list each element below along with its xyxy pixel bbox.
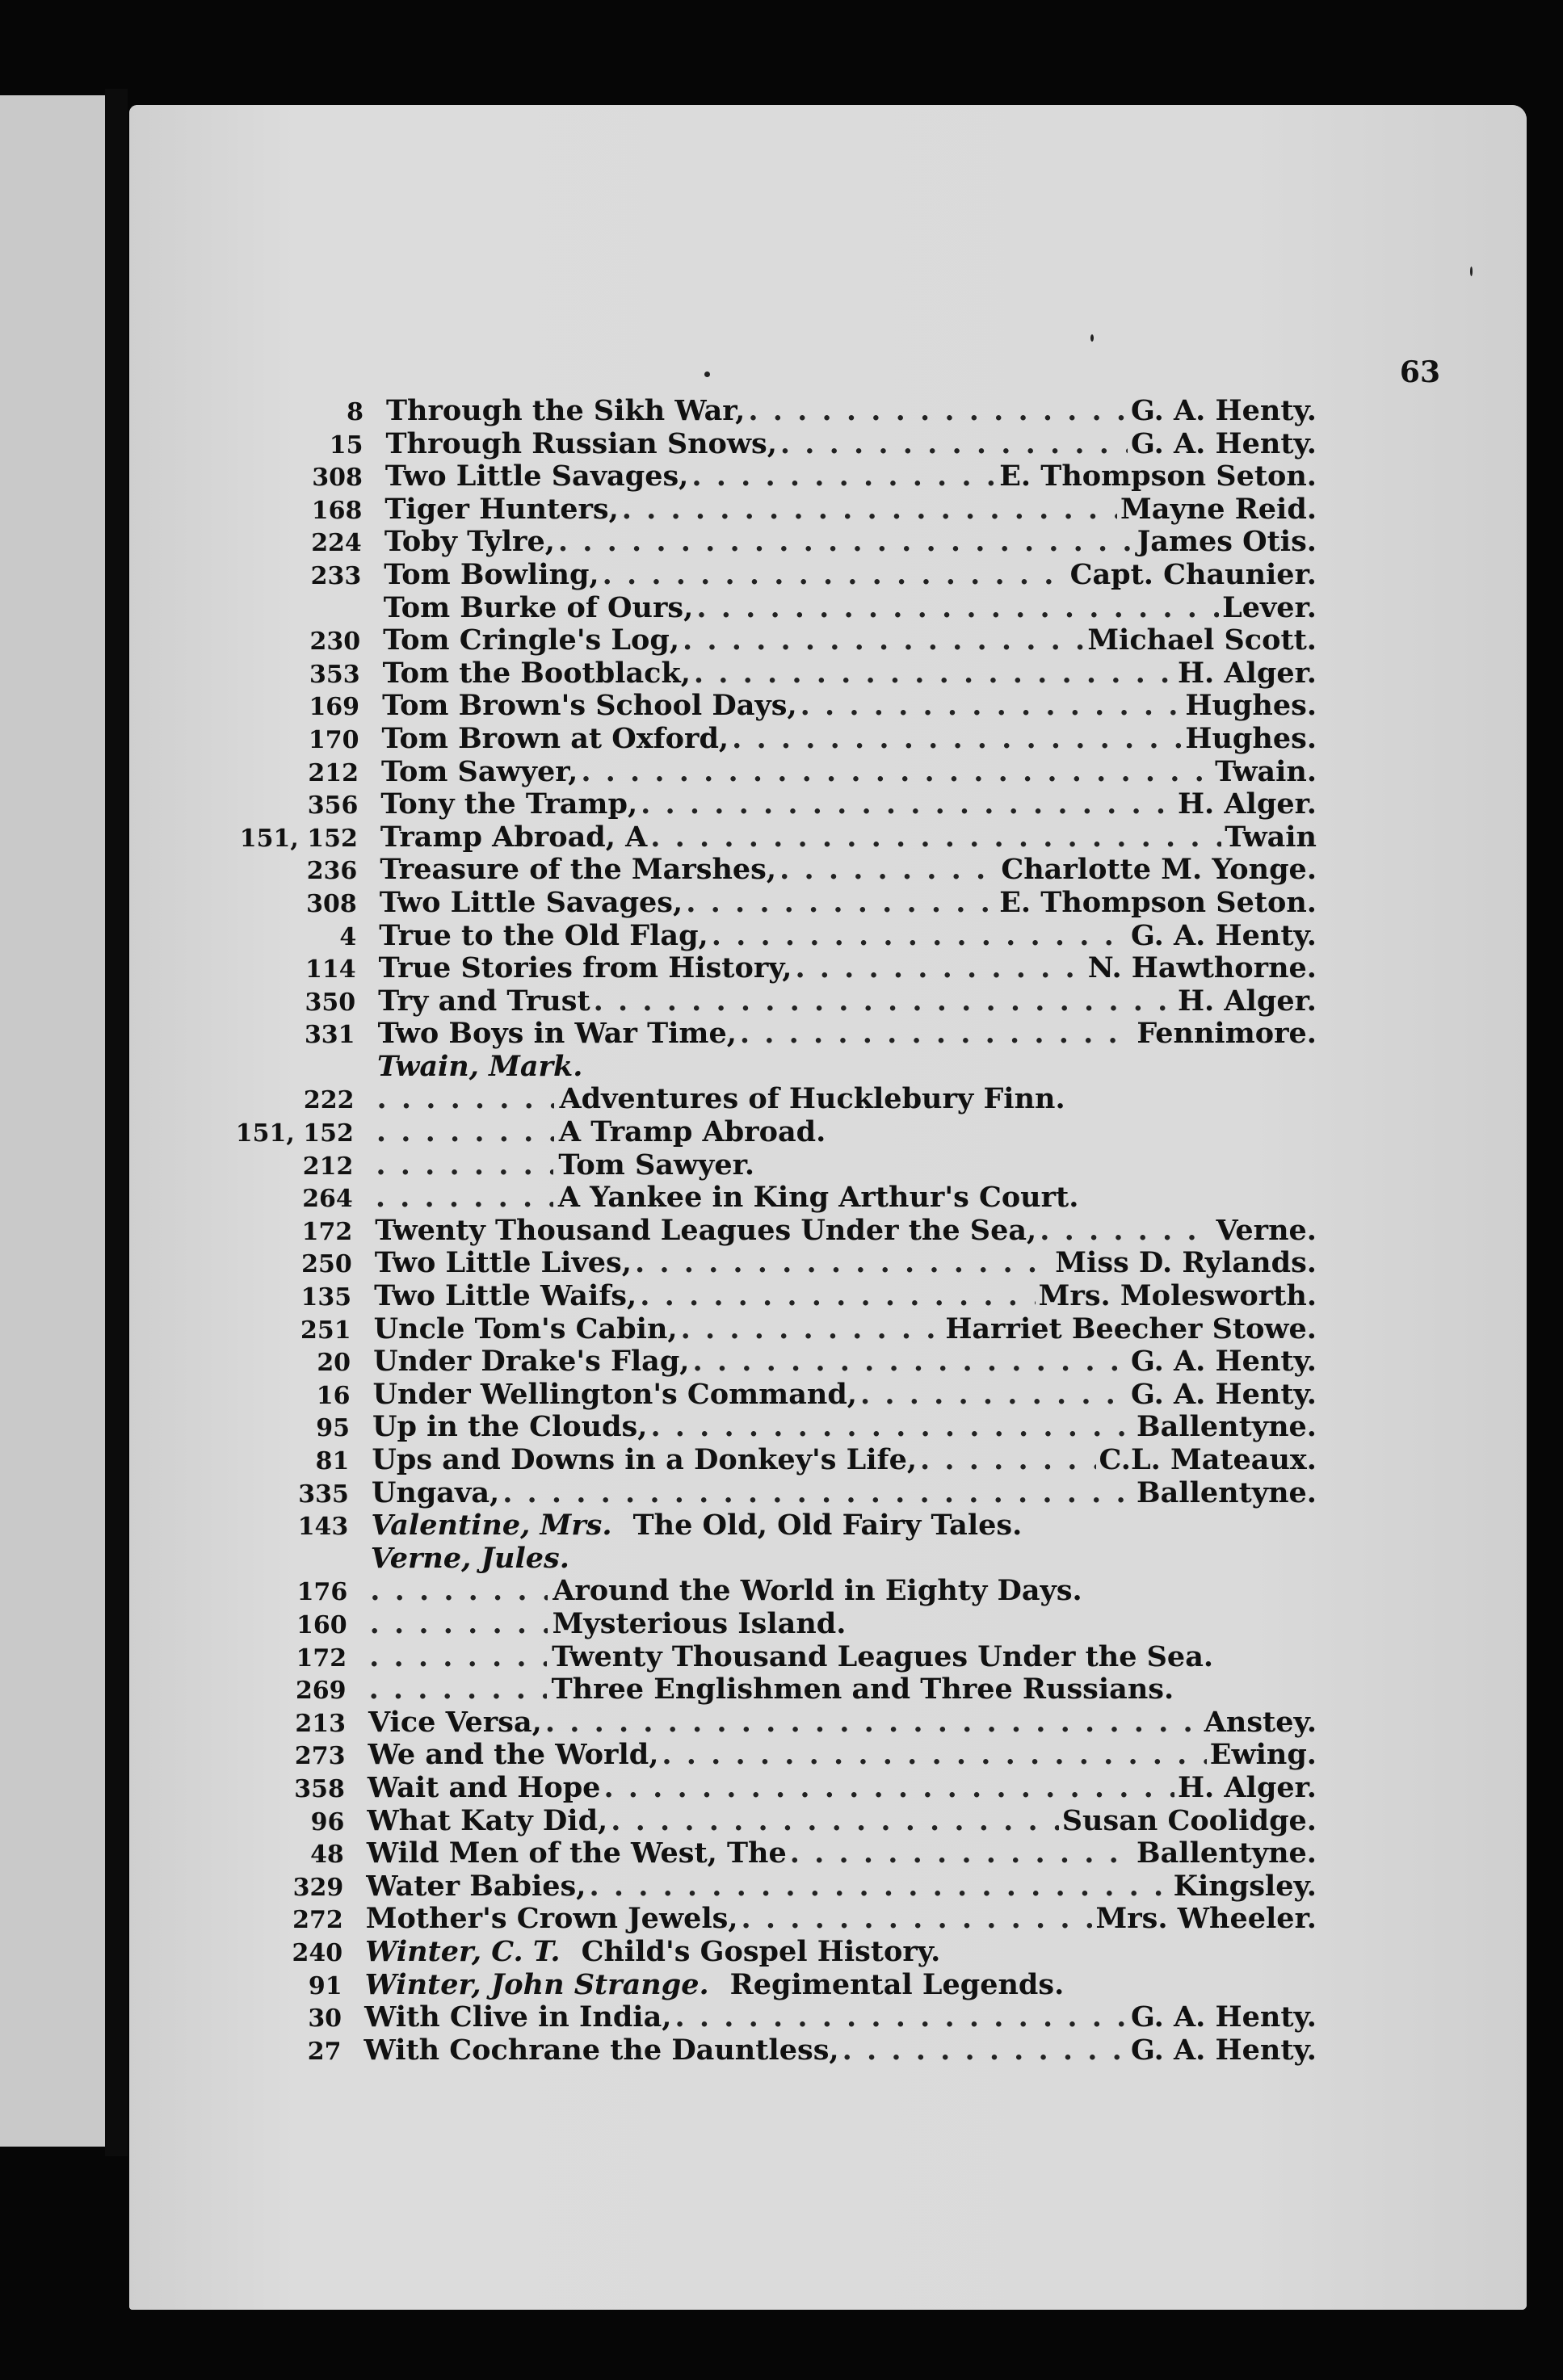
ink-speck [1090, 334, 1094, 342]
entry-author: Kingsley. [1173, 1869, 1317, 1903]
entry-title: Two Boys in War Time, [377, 1017, 737, 1051]
author-name: Winter, John Strange. [364, 1967, 709, 2001]
entry-title: Up in the Clouds, [372, 1410, 648, 1444]
leader-dots [635, 1246, 1052, 1279]
entry-title: Try and Trust [378, 984, 590, 1018]
entry-title: Tom the Bootblack, [382, 656, 691, 690]
entry-number: 172 [301, 1217, 353, 1246]
leader-dots [611, 1804, 1058, 1837]
entry-number: 272 [292, 1906, 343, 1935]
entry-author: G. A. Henty. [1131, 426, 1317, 460]
entry-author: G. A. Henty. [1131, 1377, 1317, 1411]
entry-title: Tramp Abroad, A [380, 820, 648, 854]
leader-dots [800, 689, 1183, 722]
entry-author: Mayne Reid. [1120, 492, 1317, 526]
leader-dots [740, 1017, 1133, 1050]
entry-author: Ewing. [1209, 1738, 1317, 1772]
list-row [163, 1443, 1317, 1476]
list-row [174, 689, 1317, 722]
author-heading: Verne, Jules. [370, 1541, 569, 1575]
entry-title: Tiger Hunters, [384, 492, 619, 526]
entry-title: Toby Tylre, [384, 525, 555, 559]
list-row [177, 460, 1317, 493]
leader-dots [712, 919, 1128, 952]
entry-title: Tom Brown's School Days, [382, 689, 797, 723]
entry-author: Fennimore. [1137, 1017, 1317, 1051]
list-row [172, 821, 1317, 854]
entry-number: 335 [298, 1480, 349, 1509]
leader-dots [779, 853, 998, 886]
leader-dots [920, 1443, 1096, 1476]
entry-author: Charlotte M. Yonge. [1001, 853, 1317, 887]
entry-author: Twain. [1215, 754, 1317, 788]
list-row [166, 1312, 1317, 1345]
entry-author: C.L. Mateaux. [1099, 1443, 1317, 1476]
entry-number: 15 [329, 430, 363, 460]
list-row [164, 1410, 1317, 1443]
entry-title: Under Wellington's Command, [372, 1377, 857, 1411]
leader-dots [732, 722, 1182, 755]
entry-author: Miss D. Rylands. [1055, 1246, 1317, 1280]
entry-title: Two Little Lives, [374, 1246, 632, 1280]
entry-number: 353 [309, 660, 360, 689]
entry-author: Twain [1225, 820, 1317, 854]
leader-dots [376, 1148, 553, 1182]
leader-dots [694, 657, 1174, 690]
entry-title: Mother's Crown Jewels, [365, 1902, 738, 1936]
entry-title: Water Babies, [366, 1869, 586, 1903]
leader-dots [1040, 1214, 1212, 1247]
list-row [159, 1738, 1317, 1771]
entry-number: 331 [304, 1021, 355, 1050]
entry-author: Harriet Beecher Stowe. [945, 1312, 1317, 1345]
entry-number: 81 [315, 1447, 350, 1475]
leader-dots [692, 1345, 1128, 1378]
entry-title: True Stories from History, [378, 951, 792, 985]
list-row [167, 1148, 1317, 1182]
leader-dots [369, 1673, 547, 1706]
entry-title: Wait and Hope [367, 1770, 601, 1804]
leader-dots [502, 1476, 1133, 1509]
book-list [178, 394, 1317, 2066]
entry-author: Mrs. Wheeler. [1095, 1902, 1317, 1936]
entry-author: G. A. Henty. [1131, 918, 1317, 952]
leader-dots [691, 460, 996, 493]
entry-number: 143 [297, 1513, 349, 1542]
list-row [165, 1345, 1317, 1378]
entry-title: Tom Sawyer. [558, 1148, 755, 1182]
list-row [166, 1246, 1317, 1279]
entry-number: 160 [296, 1610, 347, 1639]
list-row [174, 657, 1317, 690]
entry-number: 16 [316, 1381, 351, 1410]
leader-dots [622, 493, 1117, 526]
entry-number: 212 [308, 758, 359, 787]
list-row [157, 1968, 1317, 2001]
entry-author: N. Hawthorne. [1087, 951, 1317, 985]
entry-title: Three Englishmen and Three Russians. [551, 1673, 1174, 1706]
entry-number: 250 [301, 1250, 352, 1279]
entry-author: G. A. Henty. [1131, 2000, 1317, 2034]
list-row [159, 1771, 1317, 1804]
leader-dots [370, 1574, 548, 1607]
entry-number: 308 [312, 464, 363, 493]
entry-title: Twenty Thousand Leagues Under the Sea, [375, 1213, 1037, 1247]
entry-number: 212 [302, 1152, 354, 1181]
leader-dots [686, 886, 996, 919]
entry-title: Two Little Waifs, [374, 1279, 637, 1313]
entry-number: 308 [306, 889, 357, 918]
list-row [162, 1574, 1317, 1607]
leader-dots [603, 558, 1067, 591]
list-row [176, 493, 1317, 526]
entry-title: Tony the Tramp, [380, 787, 638, 821]
leader-dots [696, 591, 1219, 624]
entry-number: 236 [306, 857, 358, 886]
entry-title: Tom Burke of Ours, [383, 590, 694, 624]
entry-title: Two Little Savages, [384, 460, 689, 493]
entry-author: Michael Scott. [1087, 623, 1317, 657]
entry-title: With Clive in India, [364, 2000, 672, 2034]
entry-number: 230 [309, 628, 361, 657]
entry-number: 168 [311, 496, 363, 525]
leader-dots [742, 1902, 1093, 1935]
list-row [174, 623, 1317, 657]
entry-number: 95 [316, 1414, 350, 1443]
leader-dots [558, 525, 1134, 558]
leader-dots [581, 755, 1212, 788]
entry-number: 350 [305, 988, 356, 1017]
list-row [158, 1902, 1317, 1935]
list-row [157, 1935, 1317, 1968]
entry-title: Through the Sikh War, [386, 394, 746, 427]
leader-dots [594, 984, 1174, 1018]
author-name: Winter, C. T. [365, 1934, 561, 1968]
list-row [170, 1017, 1317, 1050]
entry-number: 264 [302, 1185, 353, 1214]
leader-dots [376, 1181, 553, 1214]
entry-title: Tom Brown at Oxford, [381, 721, 729, 755]
leader-dots [681, 1312, 943, 1345]
list-row [156, 2000, 1317, 2034]
leader-dots [790, 1836, 1133, 1870]
list-row [170, 919, 1317, 952]
entry-number: 170 [308, 725, 359, 754]
list-row [165, 1378, 1317, 1411]
entry-author: G. A. Henty. [1131, 1345, 1317, 1379]
leader-dots [860, 1378, 1128, 1411]
entry-number: 172 [296, 1643, 347, 1673]
list-row [170, 984, 1317, 1018]
entry-number: 213 [295, 1709, 346, 1738]
list-row [175, 558, 1317, 591]
entry-number: 233 [310, 561, 362, 590]
entry-title: Twenty Thousand Leagues Under the Sea. [552, 1639, 1214, 1673]
list-row [161, 1673, 1317, 1706]
leader-dots [674, 2000, 1128, 2034]
entry-title: Regimental Legends. [729, 1967, 1065, 2001]
entry-number: 30 [308, 2004, 342, 2034]
leader-dots [545, 1706, 1201, 1739]
list-row [178, 394, 1317, 427]
entry-author: Susan Coolidge. [1061, 1803, 1317, 1837]
leader-dots [640, 1279, 1035, 1312]
entry-number: 48 [310, 1841, 344, 1870]
entry-title: Mysterious Island. [552, 1606, 847, 1640]
entry-author: Hughes. [1185, 721, 1317, 755]
page-number: 63 [1399, 355, 1440, 389]
list-row [158, 1870, 1317, 1903]
leader-dots [650, 821, 1221, 854]
leader-dots [662, 1738, 1206, 1771]
entry-title: Ups and Downs in a Donkey's Life, [372, 1443, 918, 1476]
list-row [161, 1640, 1317, 1673]
list-row [162, 1607, 1317, 1640]
list-row [175, 591, 1317, 624]
list-row [174, 722, 1317, 755]
author-name: Valentine, Mrs. [371, 1509, 612, 1543]
entry-title: We and the World, [368, 1738, 659, 1772]
entry-number: 224 [311, 529, 362, 558]
entry-author: Ballentyne. [1137, 1836, 1317, 1870]
entry-title: What Katy Did, [367, 1803, 608, 1837]
leader-dots [795, 951, 1084, 984]
entry-number: 96 [310, 1807, 345, 1836]
entry-number: 135 [300, 1283, 352, 1312]
list-row [162, 1542, 1317, 1575]
entry-author: Mrs. Molesworth. [1038, 1279, 1317, 1313]
leader-dots [650, 1410, 1133, 1443]
entry-title: Under Drake's Flag, [373, 1345, 690, 1379]
list-row [156, 2034, 1317, 2067]
entry-number: 222 [303, 1086, 355, 1115]
list-row [168, 1115, 1317, 1148]
left-page-edge [0, 95, 105, 2147]
entry-author: G. A. Henty. [1131, 2033, 1317, 2067]
entry-title: Adventures of Hucklebury Finn. [559, 1082, 1065, 1116]
entry-title: Around the World in Eighty Days. [553, 1574, 1082, 1608]
entry-author: Ballentyne. [1137, 1475, 1317, 1509]
entry-author: H. Alger. [1177, 656, 1317, 690]
entry-author: Anstey. [1204, 1705, 1317, 1739]
leader-dots [683, 623, 1084, 657]
entry-title: Wild Men of the West, The [366, 1836, 787, 1870]
entry-author: H. Alger. [1177, 984, 1317, 1018]
list-row [172, 787, 1317, 821]
entry-title: Tom Cringle's Log, [383, 623, 680, 657]
entry-author: Hughes. [1185, 689, 1317, 723]
entry-number: 176 [296, 1578, 348, 1607]
leader-dots [376, 1115, 554, 1148]
list-row [173, 755, 1317, 788]
entry-number: 251 [300, 1316, 351, 1345]
entry-author: Lever. [1222, 590, 1317, 624]
list-row [158, 1836, 1317, 1870]
entry-author: G. A. Henty. [1131, 394, 1317, 427]
entry-title: Uncle Tom's Cabin, [373, 1312, 678, 1345]
entry-author: Ballentyne. [1137, 1410, 1317, 1444]
list-row [171, 853, 1317, 886]
list-row [166, 1279, 1317, 1312]
entry-number: 329 [292, 1873, 344, 1902]
list-row [166, 1214, 1317, 1247]
list-row [176, 525, 1317, 558]
entry-title: Through Russian Snows, [385, 426, 777, 460]
leader-dots [376, 1082, 554, 1115]
leader-dots [603, 1771, 1174, 1804]
entry-title: Treasure of the Marshes, [380, 853, 777, 887]
entry-author: E. Thompson Seton. [999, 885, 1317, 919]
ink-speck [1470, 267, 1473, 276]
leader-dots [780, 427, 1128, 460]
leader-dots [641, 787, 1174, 821]
entry-title: Tom Bowling, [384, 557, 599, 591]
leader-dots [370, 1607, 548, 1640]
entry-number: 4 [339, 922, 357, 951]
entry-title: True to the Old Flag, [379, 918, 708, 952]
list-row [160, 1706, 1317, 1739]
list-row [171, 886, 1317, 919]
entry-number: 8 [347, 398, 363, 426]
page-gutter [105, 89, 128, 2156]
list-row [158, 1804, 1317, 1837]
list-row [168, 1082, 1317, 1115]
entry-author: H. Alger. [1177, 1770, 1317, 1804]
entry-number: 273 [294, 1742, 346, 1771]
entry-author: Verne. [1216, 1213, 1317, 1247]
entry-number: 151, 152 [235, 1119, 354, 1148]
entry-title: Vice Versa, [368, 1705, 542, 1739]
entry-author: Capt. Chaunier. [1069, 557, 1317, 591]
entry-author: James Otis. [1137, 525, 1317, 559]
entry-number: 91 [308, 1971, 342, 2000]
leader-dots [369, 1640, 547, 1673]
entry-title: A Yankee in King Arthur's Court. [557, 1181, 1079, 1215]
list-row [169, 1050, 1317, 1083]
list-row [162, 1509, 1317, 1542]
entry-number: 151, 152 [239, 824, 358, 853]
list-row [177, 427, 1317, 460]
leader-dots [589, 1870, 1170, 1903]
entry-number: 358 [294, 1774, 345, 1803]
entry-author: E. Thompson Seton. [999, 460, 1317, 493]
entry-number: 269 [295, 1677, 347, 1706]
entry-title: Ungava, [371, 1475, 500, 1509]
entry-title: A Tramp Abroad. [558, 1115, 826, 1149]
entry-number: 240 [292, 1938, 343, 1967]
entry-number: 356 [307, 791, 359, 821]
entry-title: Child's Gospel History. [581, 1934, 941, 1968]
entry-title: Two Little Savages, [379, 885, 683, 919]
entry-number: 114 [305, 955, 356, 984]
author-heading: Twain, Mark. [377, 1049, 583, 1083]
entry-number: 27 [307, 2037, 342, 2066]
list-row [167, 1181, 1317, 1214]
entry-title: With Cochrane the Dauntless, [363, 2033, 839, 2067]
list-row [163, 1476, 1317, 1509]
entry-number: 20 [317, 1349, 351, 1378]
entry-title: The Old, Old Fairy Tales. [632, 1509, 1023, 1543]
entry-number: 169 [309, 693, 360, 722]
leader-dots [842, 2034, 1128, 2067]
leader-dots [748, 394, 1128, 427]
entry-author: H. Alger. [1177, 787, 1317, 821]
list-row [170, 951, 1317, 984]
ink-speck [704, 371, 710, 377]
entry-title: Tom Sawyer, [380, 754, 578, 788]
